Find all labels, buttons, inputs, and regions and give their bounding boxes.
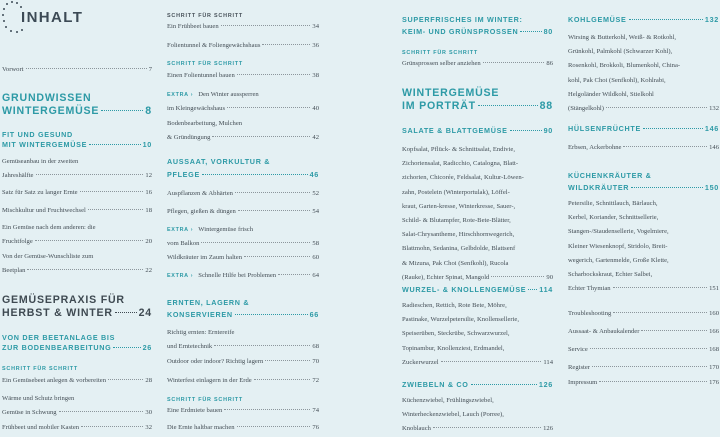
- toc-section-kohl[interactable]: KOHLGEMÜSE 132: [568, 15, 719, 24]
- toc-extra-probleme[interactable]: EXTRA › Schnelle Hilfe bei Problemen 64: [167, 269, 319, 283]
- toc-entry-waerme[interactable]: Wärme und Schutz bringen Gemüse in Schwung 30: [2, 395, 152, 417]
- toc-list-zwiebeln: Küchenzwiebel, Frühlingszwiebel, Winterheckenzwiebel, Lauch (Porree), Knoblauch 126: [402, 397, 553, 433]
- toc-list-kraeuter: Petersilie, Schnittlauch, Bärlauch, Kerbel, Koriander, Schnittsellerie, Stangen-/Staudensellerie, Vogelmiere, Kleiner Wiesenknopf, Stridolo, Breit- wegerich, Gartenmelde, Große Klette, Scharbockskraut, Echter Salbei, Echter Thymian 151: [568, 200, 719, 293]
- toc-entry-beetplan[interactable]: Von der Gemüse-Wunschliste zum Beetplan 22: [2, 253, 152, 275]
- toc-entry-gemuesebeet[interactable]: Ein Gemüsebeet anlegen & vorbereiten 28: [2, 377, 152, 384]
- toc-entry-mischkultur[interactable]: Mischkultur und Fruchtwechsel 18: [2, 207, 152, 214]
- extra-label: EXTRA ›: [167, 227, 194, 233]
- toc-list-huelsen: Erbsen, Ackerbohne 146: [568, 144, 719, 151]
- toc-section-sprossen[interactable]: SUPERFRISCHES IM WINTER: KEIM- UND GRÜNSPROSSEN 80: [402, 15, 553, 36]
- step-by-step-label: SCHRITT FÜR SCHRITT: [167, 397, 243, 403]
- toc-extra-kleingewaechshaus[interactable]: EXTRA › Den Winter aussperren im Kleingewächshaus 40: [167, 91, 319, 113]
- toc-section-wurzel[interactable]: WURZEL- & KNOLLENGEMÜSE 114: [402, 285, 553, 294]
- toc-entry-fruehbeet-bauen[interactable]: Ein Frühbeet bauen 34: [167, 23, 319, 30]
- extra-label: EXTRA ›: [167, 273, 194, 279]
- toc-entry-richtig-ernten[interactable]: Richtig ernten: Erntereife und Erntetechnik 68: [167, 329, 319, 351]
- toc-section-zwiebeln[interactable]: ZWIEBELN & CO 126: [402, 380, 553, 389]
- toc-section-fit[interactable]: FIT UND GESUND MIT WINTERGEMÜSE 10: [2, 130, 152, 149]
- toc-section-kraeuter[interactable]: KÜCHENKRÄUTER & WILDKRÄUTER 150: [568, 171, 719, 192]
- toc-entry-gruensprossen[interactable]: Grünsprossen selber anziehen 86: [402, 60, 553, 67]
- arrow-icon: ›: [190, 227, 194, 233]
- toc-entry-winterfest[interactable]: Winterfest einlagern in der Erde 72: [167, 377, 319, 384]
- toc-entry-gemueseanbau[interactable]: Gemüseanbau in der zweiten Jahreshälfte 12: [2, 158, 152, 180]
- toc-chapter-portraet[interactable]: WINTERGEMÜSE IM PORTRÄT 88: [402, 87, 553, 112]
- toc-entry-bodenbearbeitung[interactable]: Bodenbearbeitung, Mulchen & Gründüngung 42: [167, 120, 319, 142]
- toc-entry-folientunnel-bauen[interactable]: Einen Folientunnel bauen 38: [167, 72, 319, 79]
- toc-section-huelsen[interactable]: HÜLSENFRÜCHTE 146: [568, 124, 719, 133]
- toc-entry-wildkraeuter[interactable]: Wildkräuter im Zaum halten 60: [167, 254, 319, 261]
- arrow-icon: ›: [190, 92, 194, 98]
- toc-entry-auspflanzen[interactable]: Auspflanzen & Abhärten 52: [167, 190, 319, 197]
- page-title: INHALT: [21, 9, 84, 26]
- toc-entry-fruehbeet[interactable]: Frühbeet und mobiler Kasten 32: [2, 424, 152, 431]
- toc-chapter-grundwissen[interactable]: GRUNDWISSEN WINTERGEMÜSE 8: [2, 92, 152, 117]
- toc-entry-satz[interactable]: Satz für Satz zu langer Ernte 16: [2, 189, 152, 196]
- toc-entry-aussaatkalender[interactable]: Aussaat- & Anbaukalender 166: [568, 328, 719, 335]
- toc-entry-troubleshooting[interactable]: Troubleshooting 160: [568, 310, 719, 317]
- toc-entry-pflegen[interactable]: Pflegen, gießen & düngen 54: [167, 208, 319, 215]
- toc-list-kohl: Wirsing & Butterkohl, Weiß- & Rotkohl, Grünkohl, Palmkohl (Schwarzer Kohl), Rosenkohl, Brokkoli, Blumenkohl, China- kohl, Pak Choi (Senfkohl), Kohlrabi, Helgoländer Wildkohl, Stielkohl (Stängelkohl) 132: [568, 34, 719, 113]
- toc-list-salate: Kopfsalat, Pflück- & Schnittsalat, Endivie, Zichoriensalat, Radicchio, Catalogna, Blatt- zichorien, Chicorée, Feldsalat, Kultur-Löwen- zahn, Postelein (Winterportulak), Löffel- kraut, Garten-kresse, Winterkresse, Sauer-, Schild- & Blutampfer, Rote-Bete-Blätter, Salat-Chrysantheme, Hirschhornwegerich, Blattmohn, Sedanina, Gelbdolde, Blattsenf & Mizuna, Pak Choi (Senfkohl), Rucola (Rauke), Echter Spinat, Mangold 90: [402, 146, 553, 281]
- toc-list-wurzel: Radieschen, Rettich, Rote Bete, Möhre, Pastinake, Wurzelpetersilie, Knollensellerie, Speiserüben, Steckrübe, Schwarzwurzel, Topinambur, Knollenziest, Erdmandel, Zuckerwurzel 114: [402, 302, 553, 366]
- toc-entry-lagern[interactable]: Outdoor oder indoor? Richtig lagern 70: [167, 358, 319, 365]
- toc-entry-vorwort[interactable]: Vorwort 7: [2, 66, 152, 73]
- arrow-icon: ›: [190, 273, 194, 279]
- step-by-step-label: SCHRITT FÜR SCHRITT: [167, 13, 243, 19]
- toc-entry-service[interactable]: Service 168: [568, 346, 719, 353]
- toc-section-aussaat[interactable]: AUSSAAT, VORKULTUR & PFLEGE 46: [167, 157, 319, 179]
- toc-entry-register[interactable]: Register 170: [568, 364, 719, 371]
- toc-entry-fruchtfolge[interactable]: Ein Gemüse nach dem anderen: die Fruchtfolge 20: [2, 224, 152, 246]
- step-by-step-label: SCHRITT FÜR SCHRITT: [402, 50, 478, 56]
- toc-section-salate[interactable]: SALATE & BLATTGEMÜSE 90: [402, 126, 553, 135]
- toc-entry-impressum[interactable]: Impressum 176: [568, 379, 719, 386]
- toc-section-ernten[interactable]: ERNTEN, LAGERN & KONSERVIEREN 66: [167, 298, 319, 319]
- toc-extra-balkon[interactable]: EXTRA › Wintergemüse frisch vom Balkon 58: [167, 226, 319, 248]
- extra-label: EXTRA ›: [167, 92, 194, 98]
- step-by-step-label: SCHRITT FÜR SCHRITT: [2, 366, 78, 372]
- toc-entry-erdmiete[interactable]: Eine Erdmiete bauen 74: [167, 407, 319, 414]
- toc-section-beetanlage[interactable]: VON DER BEETANLAGE BIS ZUR BODENBEARBEITUNG 26: [2, 333, 152, 352]
- toc-entry-folientunnel[interactable]: Folientunnel & Foliengewächshaus 36: [167, 42, 319, 49]
- toc-entry-haltbar[interactable]: Die Ernte haltbar machen 76: [167, 424, 319, 431]
- toc-chapter-gemuesepraxis[interactable]: GEMÜSEPRAXIS FÜR HERBST & WINTER 24: [2, 294, 152, 319]
- step-by-step-label: SCHRITT FÜR SCHRITT: [167, 61, 243, 67]
